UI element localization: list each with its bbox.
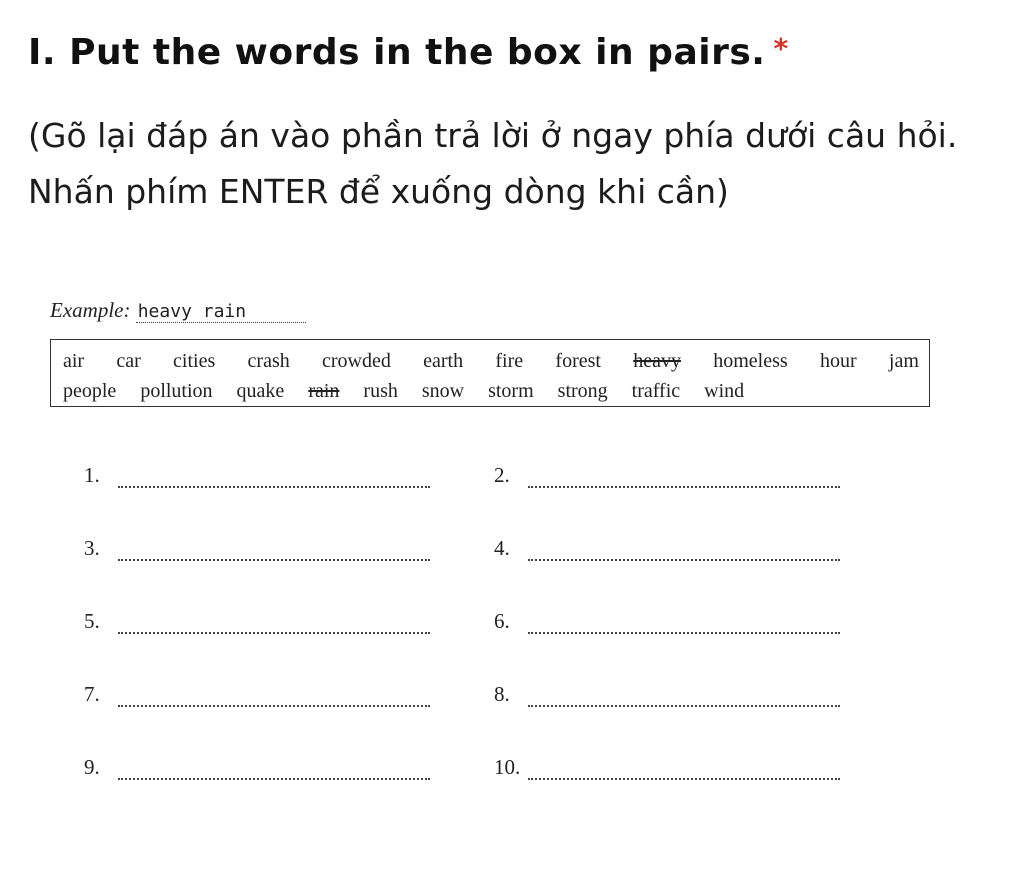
- word-box-word: earth: [423, 349, 464, 372]
- answer-item: [494, 677, 904, 707]
- word-box-word: car: [116, 349, 141, 372]
- answer-blank-line: [118, 685, 430, 707]
- word-box-word: wind: [704, 379, 745, 402]
- example-label: Example:: [50, 298, 131, 322]
- answer-row: [84, 677, 904, 750]
- word-box-word: homeless: [713, 349, 788, 372]
- answer-blank-line: [528, 758, 840, 780]
- answer-item: [84, 677, 494, 707]
- word-box-word: heavy: [633, 349, 681, 372]
- answer-item: [84, 750, 494, 780]
- word-box-word: quake: [236, 379, 285, 402]
- answer-blank-line: [528, 539, 840, 561]
- answer-number: 9.: [84, 755, 100, 779]
- answer-blank-line: [528, 466, 840, 488]
- word-box-row-1: [63, 346, 919, 376]
- answer-item: [494, 458, 904, 488]
- answer-number: 4.: [494, 536, 510, 560]
- answer-item: [494, 750, 904, 780]
- required-mark: *: [773, 32, 789, 65]
- answer-blank-line: [118, 758, 430, 780]
- answer-number: 10.: [494, 755, 521, 779]
- answer-number: 1.: [84, 463, 100, 487]
- word-box-word: rush: [363, 379, 398, 402]
- answer-row: [84, 604, 904, 677]
- answer-row: [84, 750, 904, 823]
- word-box-word: crash: [247, 349, 290, 372]
- word-box-word: pollution: [140, 379, 213, 402]
- word-box-word: hour: [819, 349, 857, 372]
- question-title: [28, 32, 789, 73]
- answer-number: 8.: [494, 682, 510, 706]
- word-box-word: snow: [421, 379, 465, 402]
- word-box-word: crowded: [322, 349, 391, 372]
- answer-number: 3.: [84, 536, 100, 560]
- word-box-word: rain: [308, 379, 340, 402]
- answer-row: [84, 531, 904, 604]
- answer-number: 7.: [84, 682, 100, 706]
- word-box-word: storm: [488, 379, 534, 402]
- answer-item: [494, 604, 904, 634]
- answer-item: [84, 458, 494, 488]
- example-answer: heavy rain: [136, 301, 306, 323]
- answer-blank-line: [528, 612, 840, 634]
- word-box-word: traffic: [631, 379, 681, 402]
- word-box-word: air: [63, 349, 85, 372]
- answer-blank-line: [118, 612, 430, 634]
- word-box-word: fire: [495, 349, 524, 372]
- answer-row: [84, 458, 904, 531]
- answer-blank-line: [118, 466, 430, 488]
- question-instruction: (Gõ lại đáp án vào phần trả lời ở ngay phía dưới câu hỏi. Nhấn phím ENTER để xuống dòng khi cần): [28, 116, 958, 211]
- answer-number: 5.: [84, 609, 100, 633]
- word-box-word: people: [63, 379, 117, 402]
- word-box-word: cities: [173, 349, 216, 372]
- word-box-word: jam: [888, 349, 919, 372]
- answer-number: 6.: [494, 609, 510, 633]
- answer-blank-line: [528, 685, 840, 707]
- answer-blank-line: [118, 539, 430, 561]
- answer-item: [84, 604, 494, 634]
- answer-number: 2.: [494, 463, 510, 487]
- answer-item: [494, 531, 904, 561]
- answer-blanks: [84, 458, 904, 823]
- word-box-word: forest: [555, 349, 601, 372]
- answer-item: [84, 531, 494, 561]
- word-box-word: strong: [557, 379, 608, 402]
- example-line: [50, 298, 306, 323]
- word-box: [50, 339, 930, 407]
- word-box-row-2: [63, 376, 919, 406]
- question-title-text: I. Put the words in the box in pairs.: [28, 32, 766, 73]
